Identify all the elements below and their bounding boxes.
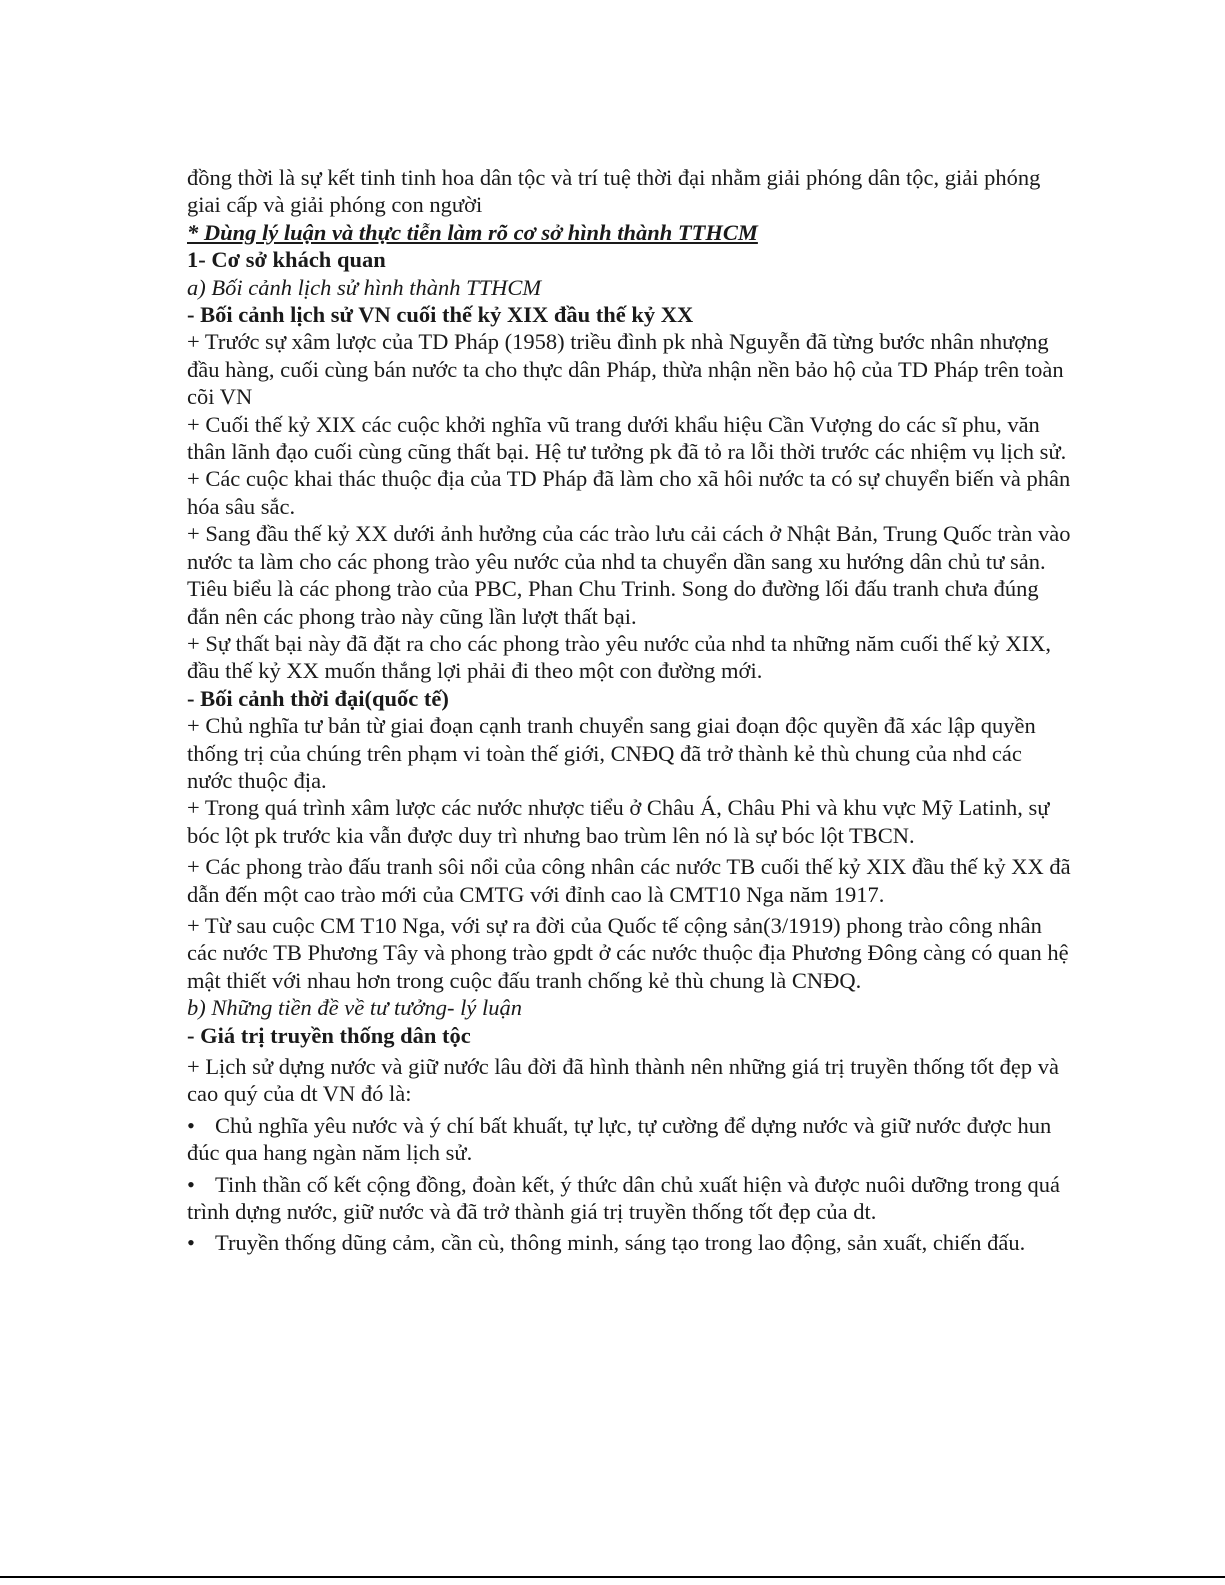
intro-paragraph: đồng thời là sự kết tinh tinh hoa dân tộc và trí tuệ thời đại nhằm giải phóng dân tộc, giải phóng giai cấp và giải phóng con người xyxy=(187,165,1041,218)
document-page xyxy=(187,164,1072,1257)
heading-vietnam-context: - Bối cảnh lịch sử VN cuối thế kỷ XIX đầu thế kỷ XX xyxy=(187,302,694,328)
world-point: + Trong quá trình xâm lược các nước nhược tiểu ở Châu Á, Châu Phi và khu vực Mỹ Latinh, sự bóc lột pk trước kia vẫn được duy trì nhưng bao trùm lên nó là sự bóc lột TBCN. xyxy=(187,795,1050,848)
bullet-text: Chủ nghĩa yêu nước và ý chí bất khuất, tự lực, tự cường để dựng nước và giữ nước được hun đúc qua hang ngàn năm lịch sử. xyxy=(187,1112,1052,1166)
bullet-text: Truyền thống dũng cảm, cần cù, thông minh, sáng tạo trong lao động, sản xuất, chiến đấu. xyxy=(215,1230,1026,1256)
world-point: + Chủ nghĩa tư bản từ giai đoạn cạnh tranh chuyển sang giai đoạn độc quyền đã xác lập quyền thống trị của chúng trên phạm vi toàn thế giới, CNĐQ đã trở thành kẻ thù chung của nhd các nước thuộc địa. xyxy=(187,713,1036,793)
bullet-marker: • xyxy=(187,1112,195,1138)
bullet-marker: • xyxy=(187,1171,195,1197)
world-point: + Từ sau cuộc CM T10 Nga, với sự ra đời của Quốc tế cộng sản(3/1919) phong trào công nhân các nước TB Phương Tây và phong trào gpdt ở các nước thuộc địa Phương Đông càng có quan hệ mật thiết với nhau hơn trong cuộc đấu tranh chống kẻ thù chung là CNĐQ. xyxy=(187,912,1069,993)
vn-point: + Cuối thế kỷ XIX các cuộc khởi nghĩa vũ trang dưới khẩu hiệu Cần Vượng do các sĩ phu, văn thân lãnh đạo cuối cùng cũng thất bại. Hệ tư tưởng pk đã tỏ ra lỗi thời trước các nhiệm vụ lịch sử. xyxy=(187,411,1067,465)
heading-world-context: - Bối cảnh thời đại(quốc tế) xyxy=(187,685,449,711)
vn-point: + Sang đầu thế kỷ XX dưới ảnh hưởng của các trào lưu cải cách ở Nhật Bản, Trung Quốc tràn vào nước ta làm cho các phong trào yêu nước của nhd ta chuyển dần sang xu hướng dân chủ tư sản. Tiêu biểu là các phong trào của PBC, Phan Chu Trinh. Song do đường lối đấu tranh chưa đúng đắn nên các phong trào này cũng lần lượt thất bại. xyxy=(187,521,1071,629)
values-bullet-item xyxy=(187,1229,1072,1256)
subsection-heading-premises: b) Những tiền đề về tư tưởng- lý luận xyxy=(187,995,523,1021)
heading-national-values: - Giá trị truyền thống dân tộc xyxy=(187,1022,471,1048)
vn-point: + Sự thất bại này đã đặt ra cho các phong trào yêu nước của nhd ta những năm cuối thế kỷ XIX, đầu thế kỷ XX muốn thắng lợi phải đi theo một con đường mới. xyxy=(187,630,1052,684)
bullet-text: Tinh thần cố kết cộng đồng, đoàn kết, ý thức dân chủ xuất hiện và được nuôi dưỡng trong quá trình dựng nước, giữ nước và đã trở thành giá trị truyền thống tốt đẹp của dt. xyxy=(187,1171,1061,1225)
main-title: * Dùng lý luận và thực tiễn làm rõ cơ sở hình thành TTHCM xyxy=(187,219,758,245)
world-point: + Các phong trào đấu tranh sôi nổi của công nhân các nước TB cuối thế kỷ XIX đầu thế kỷ XX đã dẫn đến một cao trào mới của CMTG với đỉnh cao là CMT10 Nga năm 1917. xyxy=(187,854,1071,907)
section-heading-objective: 1- Cơ sở khách quan xyxy=(187,247,386,273)
subsection-heading-context: a) Bối cảnh lịch sử hình thành TTHCM xyxy=(187,274,542,300)
vn-point: + Trước sự xâm lược của TD Pháp (1958) triều đình pk nhà Nguyễn đã từng bước nhân nhượng đầu hàng, cuối cùng bán nước ta cho thực dân Pháp, thừa nhận nền bảo hộ của TD Pháp trên toàn cõi VN xyxy=(187,329,1064,410)
bullet-marker: • xyxy=(187,1230,195,1256)
values-bullet-item xyxy=(187,1171,1072,1226)
values-bullet-item xyxy=(187,1112,1072,1167)
values-intro: + Lịch sử dựng nước và giữ nước lâu đời đã hình thành nên những giá trị truyền thống tốt đẹp và cao quý của dt VN đó là: xyxy=(187,1054,1060,1107)
vn-point: + Các cuộc khai thác thuộc địa của TD Pháp đã làm cho xã hôi nước ta có sự chuyển biến và phân hóa sâu sắc. xyxy=(187,466,1071,519)
page-bottom-rule xyxy=(0,1576,1225,1578)
